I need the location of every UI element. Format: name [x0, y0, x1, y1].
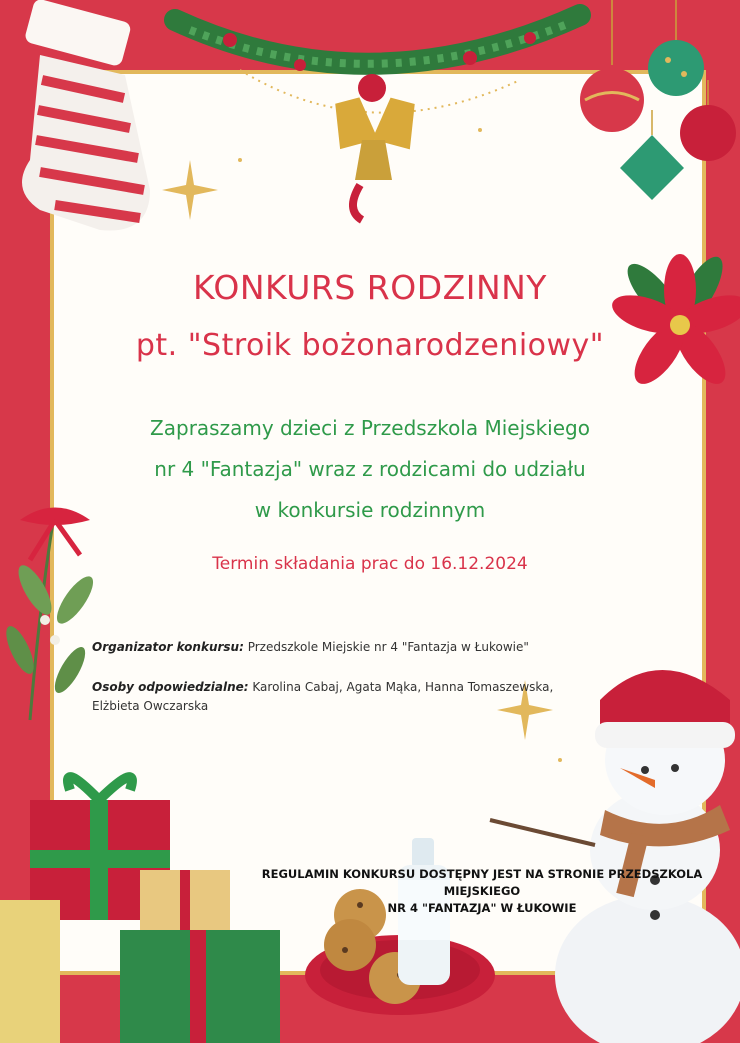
poster-subtitle: pt. "Stroik bożonarodzeniowy" [135, 328, 605, 363]
organizer-label: Organizator konkursu: [92, 640, 244, 654]
deadline-text: Termin składania prac do 16.12.2024 [212, 554, 528, 574]
christmas-stocking-icon [22, 0, 150, 230]
invitation-text [130, 408, 610, 531]
ornament-balls-icon [580, 0, 736, 200]
organizer-info [92, 638, 592, 657]
poster-title: KONKURS RODZINNY [193, 268, 547, 307]
invitation-line: Zapraszamy dzieci z Przedszkola Miejskiego [150, 416, 590, 440]
rules-notice [240, 866, 724, 917]
gift-boxes-icon [0, 777, 280, 1043]
invitation-line: w konkursie rodzinnym [254, 498, 486, 522]
rules-line: NR 4 "FANTAZJA" W ŁUKOWIE [387, 901, 577, 915]
rules-line: REGULAMIN KONKURSU DOSTĘPNY JEST NA STRONIE PRZEDSZKOLA MIEJSKIEGO [261, 867, 703, 898]
responsible-info [92, 678, 592, 716]
bells-icon [328, 74, 421, 220]
responsible-value: Karolina Cabaj, Agata Mąka, Hanna Tomaszewska, Elżbieta Owczarska [92, 680, 554, 713]
snowman-icon [490, 670, 740, 1043]
responsible-label: Osoby odpowiedzialne: [92, 680, 249, 694]
invitation-line: nr 4 "Fantazja" wraz z rodzicami do udziału [154, 457, 586, 481]
organizer-value: Przedszkole Miejskie nr 4 "Fantazja w Łukowie" [247, 640, 529, 654]
mistletoe-icon [1, 508, 99, 721]
